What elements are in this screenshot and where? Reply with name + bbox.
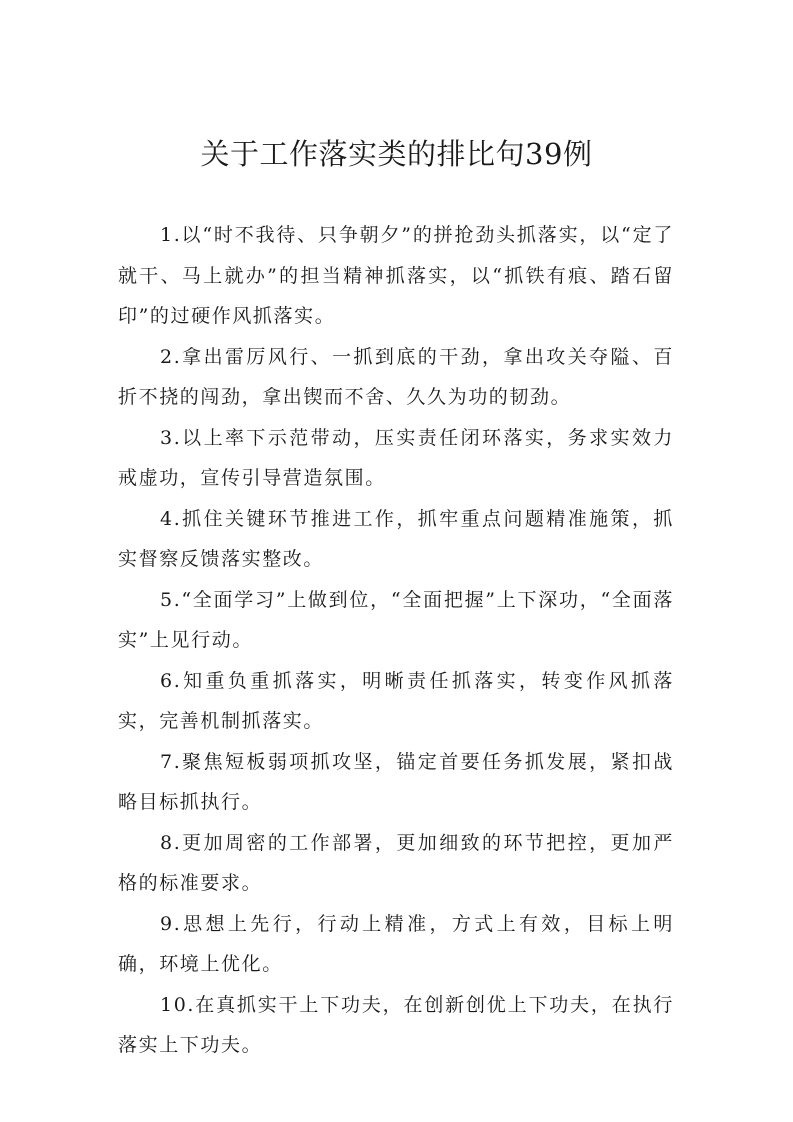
paragraph-10: 10.在真抓实干上下功夫，在创新创优上下功夫，在执行落实上下功夫。 xyxy=(118,993,674,1056)
paragraph-2: 2.拿出雷厉风行、一抓到底的干劲，拿出攻关夺隘、百折不挠的闯劲，拿出锲而不舍、久久为功的韧劲。 xyxy=(118,345,674,408)
paragraph-9: 9.思想上先行，行动上精准，方式上有效，目标上明确，环境上优化。 xyxy=(118,912,674,975)
paragraph-5: 5.“全面学习”上做到位，“全面把握”上下深功，“全面落实”上见行动。 xyxy=(118,588,674,651)
paragraph-1: 1.以“时不我待、只争朝夕”的拼抢劲头抓落实，以“定了就干、马上就办”的担当精神抓落实，以“抓铁有痕、踏石留印”的过硬作风抓落实。 xyxy=(118,224,674,327)
paragraph-8: 8.更加周密的工作部署，更加细致的环节把控，更加严格的标准要求。 xyxy=(118,831,674,894)
paragraph-6: 6.知重负重抓落实，明晰责任抓落实，转变作风抓落实，完善机制抓落实。 xyxy=(118,669,674,732)
paragraph-3: 3.以上率下示范带动，压实责任闭环落实，务求实效力戒虚功，宣传引导营造氛围。 xyxy=(118,426,674,489)
document-body xyxy=(118,215,674,1066)
paragraph-7: 7.聚焦短板弱项抓攻坚，锚定首要任务抓发展，紧扣战略目标抓执行。 xyxy=(118,750,674,813)
document-title: 关于工作落实类的排比句39例 xyxy=(200,137,593,171)
paragraph-4: 4.抓住关键环节推进工作，抓牢重点问题精准施策，抓实督察反馈落实整改。 xyxy=(118,507,674,570)
